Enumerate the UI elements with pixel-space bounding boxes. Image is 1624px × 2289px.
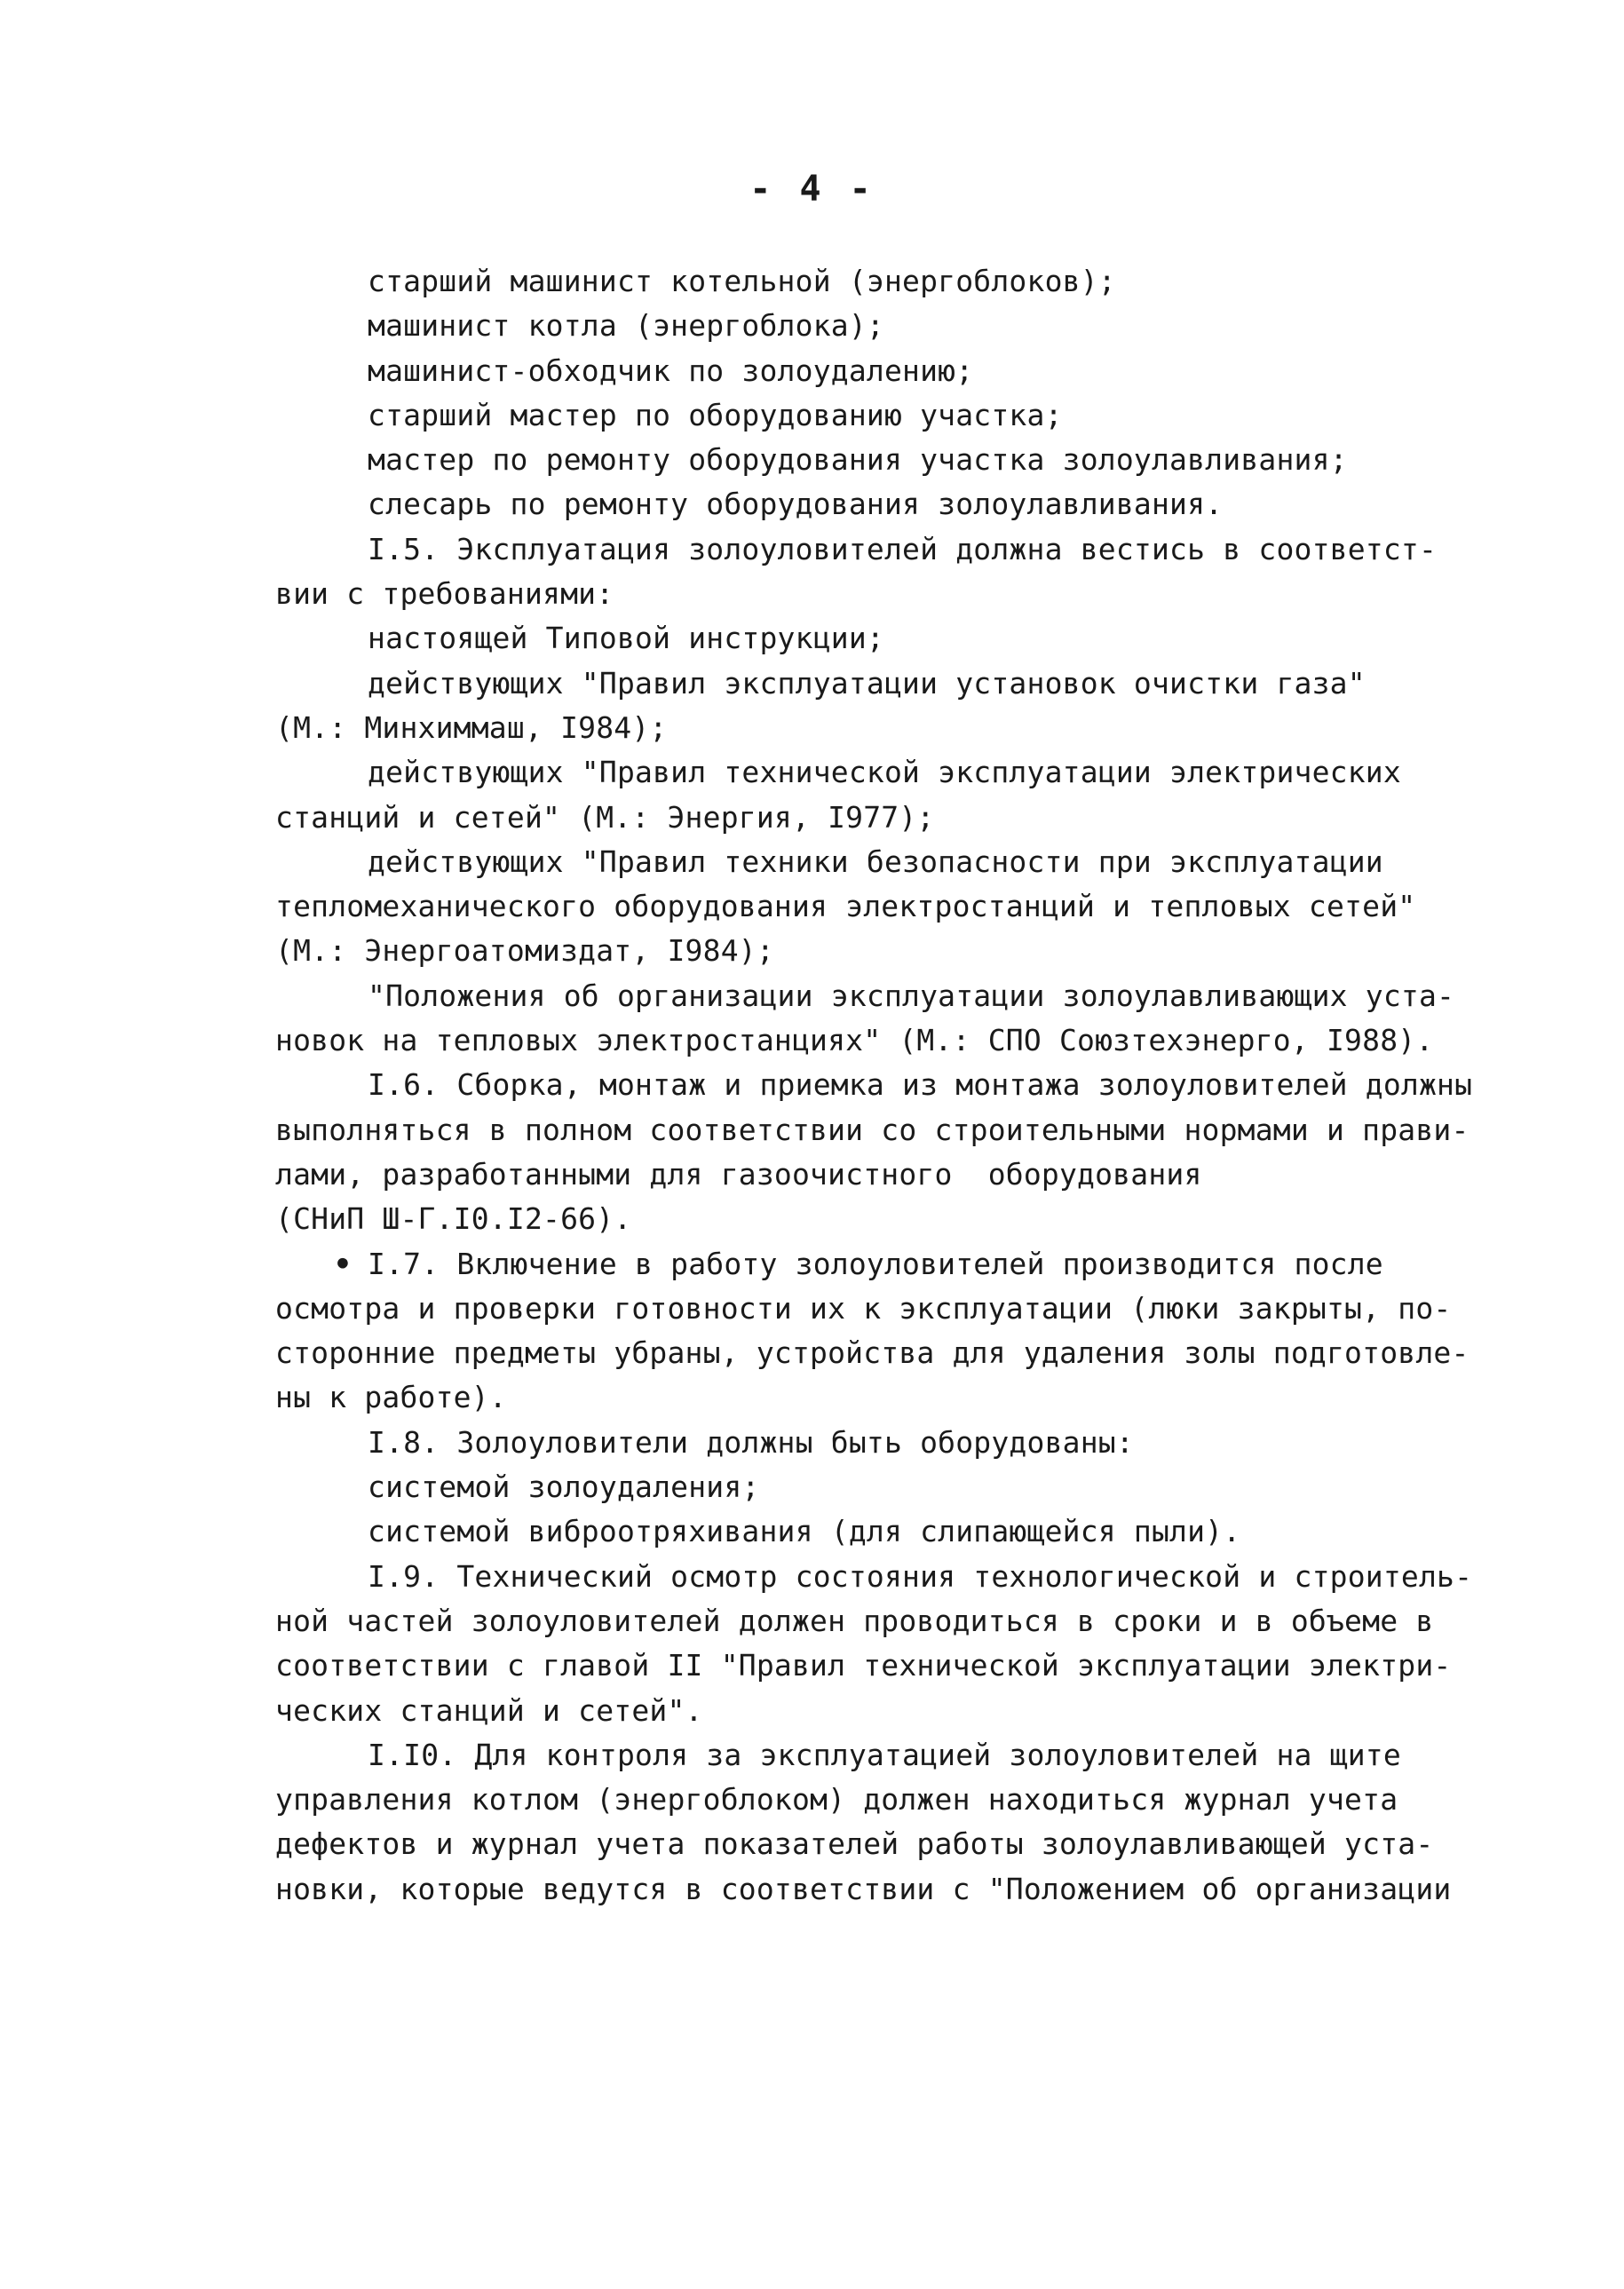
section-1-5-heading-line: I.5. Эксплуатация золоуловителей должна вестись в соответст- <box>368 531 1438 566</box>
section-1-6-heading-line: I.6. Сборка, монтаж и приемка из монтажа золоуловителей должны <box>368 1067 1473 1103</box>
text-line: системой золоудаления; <box>368 1469 760 1505</box>
text-line: действующих "Правил техники безопасности при эксплуатации <box>368 844 1383 879</box>
body-text <box>275 259 1575 1912</box>
text-line: старший машинист котельной (энергоблоков); <box>368 264 1116 298</box>
text-line: мастер по ремонту оборудования участка золоулавливания; <box>368 442 1348 478</box>
text-line: сторонние предметы убраны, устройства для удаления золы подготовле- <box>275 1335 1470 1371</box>
text-line: (М.: Энергоатомиздат, I984); <box>275 933 774 969</box>
text-line: тепломеханического оборудования электростанций и тепловых сетей" <box>275 889 1416 924</box>
section-1-8-heading-line: I.8. Золоуловители должны быть оборудованы: <box>368 1424 1134 1460</box>
section-1-10-heading-line: I.I0. Для контроля за эксплуатацией золоуловителей на щите <box>368 1737 1401 1772</box>
text-line: дефектов и журнал учета показателей работы золоулавливающей уста- <box>275 1826 1434 1862</box>
text-line: осмотра и проверки готовности их к эксплуатации (люки закрыты, по- <box>275 1290 1452 1326</box>
section-1-7-line-wrap <box>334 1242 1575 1287</box>
text-line: ны к работе). <box>275 1380 507 1415</box>
text-line: новки, которые ведутся в соответствии с "Положением об организации <box>275 1871 1452 1906</box>
text-line: машинист котла (энергоблока); <box>368 308 884 344</box>
text-line: (СНиП Ш-Г.I0.I2-66). <box>275 1201 632 1237</box>
text-line: системой виброотряхивания (для слипающейся пыли). <box>368 1514 1241 1549</box>
text-line: управления котлом (энергоблоком) должен находиться журнал учета <box>275 1782 1398 1818</box>
text-line: станций и сетей" (М.: Энергия, I977); <box>275 799 935 835</box>
text-line: настоящей Типовой инструкции; <box>368 621 884 656</box>
text-line: соответствии с главой II "Правил технической эксплуатации электри- <box>275 1648 1452 1683</box>
text-line: действующих "Правил эксплуатации установок очистки газа" <box>368 665 1366 701</box>
section-1-9-heading-line: I.9. Технический осмотр состояния технологической и строитель- <box>368 1558 1473 1594</box>
text-line: "Положения об организации эксплуатации золоулавливающих уста- <box>368 978 1455 1013</box>
text-line: действующих "Правил технической эксплуатации электрических <box>368 755 1401 790</box>
text-line: новок на тепловых электростанциях" (М.: СПО Союзтехэнерго, I988). <box>275 1023 1434 1058</box>
text-line: лами, разработанными для газоочистного оборудования <box>275 1156 1202 1192</box>
text-line: ческих станций и сетей". <box>275 1692 703 1728</box>
section-1-7-heading-line: I.7. Включение в работу золоуловителей производится после <box>368 1246 1383 1281</box>
text-line: выполняться в полном соответствии со строительными нормами и прави- <box>275 1112 1470 1147</box>
text-line: вии с требованиями: <box>275 576 614 612</box>
text-line: (М.: Минхиммаш, I984); <box>275 709 668 745</box>
text-line: старший мастер по оборудованию участка; <box>368 397 1063 432</box>
page-number: - 4 - <box>749 169 875 210</box>
text-line: слесарь по ремонту оборудования золоулавливания. <box>368 487 1224 522</box>
text-line: ной частей золоуловителей должен проводиться в сроки и в объеме в <box>275 1603 1434 1638</box>
bullet-mark: • <box>334 1246 353 1281</box>
text-line: машинист-обходчик по золоудалению; <box>368 352 974 388</box>
